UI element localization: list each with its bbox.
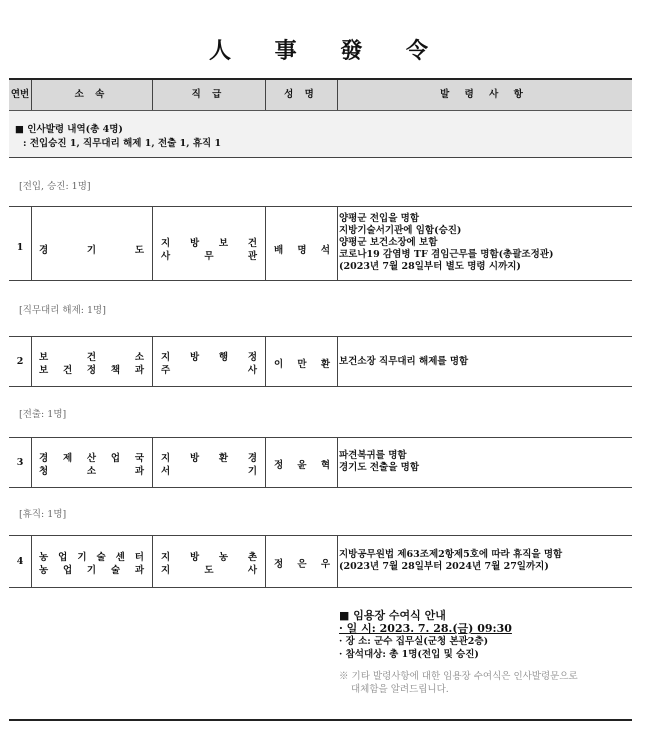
summary-box xyxy=(9,111,632,158)
divider xyxy=(9,206,632,207)
summary-line2: : 전입승진 1, 직무대리 해제 1, 전출 1, 휴직 1 xyxy=(23,138,222,149)
section-label-2: [직무대리 해제: 1명] xyxy=(19,305,106,316)
row-orders-1: 양평군 전입을 명함 지방기술서기관에 임함(승진) 양평군 보건소장에 보함 코로나19 감염병 TF 겸임근무를 명함(총괄조정관) (2023년 7월 28일부터 별도 명령 시까지) xyxy=(339,213,554,272)
row-dept-1: 경 기 도 xyxy=(39,245,144,256)
row-dept-4a: 농 업 기 술 센 터 xyxy=(39,552,144,563)
row-name-4: 정 은 우 xyxy=(274,559,330,570)
col-line xyxy=(31,80,32,110)
row-rank-1b: 사 무 관 xyxy=(161,251,257,262)
col-line xyxy=(31,336,32,386)
row-rank-1a: 지 방 보 건 xyxy=(161,238,257,249)
divider xyxy=(9,386,632,387)
divider xyxy=(9,535,632,536)
row-rank-3b: 서 기 xyxy=(161,466,257,477)
col-line xyxy=(265,80,266,110)
col-line xyxy=(152,535,153,587)
col-line xyxy=(31,437,32,487)
header-no: 연번 xyxy=(10,89,30,100)
summary-line1: ■ 인사발령 내역(총 4명) xyxy=(15,124,123,135)
col-line xyxy=(265,206,266,280)
col-line xyxy=(152,336,153,386)
header-dept: 소 속 xyxy=(74,89,109,100)
row-orders-4: 지방공무원법 제63조제2항제5호에 따라 휴직을 명함 (2023년 7월 28일부터 2024년 7월 27일까지) xyxy=(339,549,563,572)
row-orders-3: 파견복귀를 명함 경기도 전출을 명함 xyxy=(339,450,420,473)
row-rank-4a: 지 방 농 촌 xyxy=(161,552,257,563)
col-line xyxy=(31,535,32,587)
notice-note-1: ※ 기타 발령사항에 대한 임용장 수여식은 인사발령문으로 xyxy=(339,671,578,682)
col-line xyxy=(152,437,153,487)
col-line xyxy=(265,535,266,587)
notice-heading: ■ 임용장 수여식 안내 xyxy=(339,609,446,622)
notice-attendees: · 참석대상: 총 1명(전입 및 승진) xyxy=(339,649,479,660)
row-no-1: 1 xyxy=(16,242,24,253)
row-rank-2a: 지 방 행 정 xyxy=(161,352,257,363)
table-header xyxy=(9,80,632,111)
col-line xyxy=(152,206,153,280)
notice-place: · 장 소: 군수 집무실(군청 본관2층) xyxy=(339,636,489,647)
section-label-1: [전입, 승진: 1명] xyxy=(19,181,91,192)
divider xyxy=(9,587,632,588)
section-label-3: [전출: 1명] xyxy=(19,409,67,420)
divider xyxy=(9,280,632,281)
notice-date: · 일 시: 2023. 7. 28.(금) 09:30 xyxy=(339,622,512,635)
col-line xyxy=(152,80,153,110)
row-name-1: 배 명 석 xyxy=(274,245,330,256)
col-line xyxy=(265,336,266,386)
row-no-2: 2 xyxy=(16,356,24,367)
row-rank-2b: 주 사 xyxy=(161,365,257,376)
header-name: 성 명 xyxy=(284,89,318,100)
section-label-4: [휴직: 1명] xyxy=(19,509,67,520)
divider xyxy=(9,487,632,488)
row-dept-4b: 농 업 기 술 과 xyxy=(39,565,144,576)
document-title: 人 事 發 令 xyxy=(209,38,446,64)
row-no-3: 3 xyxy=(16,457,24,468)
col-line xyxy=(337,80,338,110)
row-dept-2a: 보 건 소 xyxy=(39,352,144,363)
col-line xyxy=(265,437,266,487)
notice-note-2: 대체함을 알려드립니다. xyxy=(351,684,449,695)
row-rank-3a: 지 방 환 경 xyxy=(161,453,257,464)
row-name-3: 정 윤 혁 xyxy=(274,460,330,471)
header-order: 발 령 사 항 xyxy=(440,89,529,100)
row-no-4: 4 xyxy=(16,556,24,567)
row-name-2: 이 만 환 xyxy=(274,359,330,370)
header-rank: 직 급 xyxy=(191,89,226,100)
personnel-order-table xyxy=(9,78,632,721)
row-orders-2: 보건소장 직무대리 해제를 명함 xyxy=(339,356,469,367)
col-line xyxy=(337,535,338,587)
row-dept-2b: 보 건 정 책 과 xyxy=(39,365,144,376)
col-line xyxy=(31,206,32,280)
divider xyxy=(9,437,632,438)
row-dept-3b: 청 소 과 xyxy=(39,466,144,477)
col-line xyxy=(337,336,338,386)
ceremony-notice xyxy=(339,609,578,696)
divider xyxy=(9,336,632,337)
col-line xyxy=(337,437,338,487)
col-line xyxy=(337,206,338,280)
row-rank-4b: 지 도 사 xyxy=(161,565,257,576)
row-dept-3a: 경 제 산 업 국 xyxy=(39,453,144,464)
